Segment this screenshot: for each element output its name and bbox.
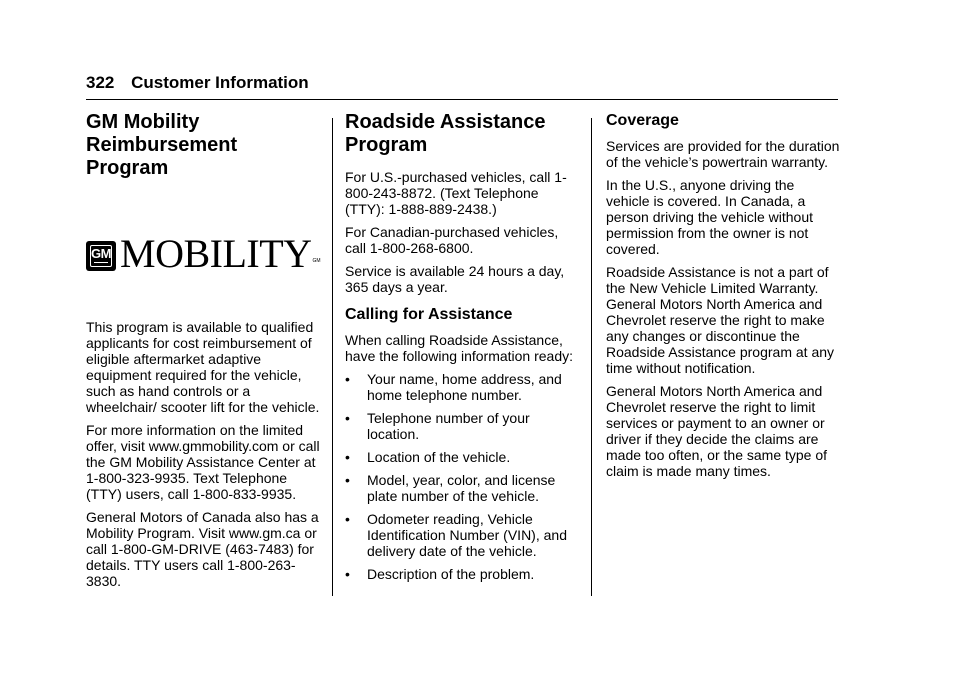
coverage-paragraph: General Motors North America and Chevrolet reserve the right to limit services or payment to an owner or driver if they decide the claims are made too often, or the same type of claim is made many times. bbox=[606, 383, 828, 479]
column-divider-2 bbox=[591, 118, 592, 596]
page-header bbox=[86, 72, 838, 94]
section-title: Customer Information bbox=[131, 73, 309, 92]
mobility-wordmark: MOBILITY bbox=[120, 231, 312, 276]
bullet-icon: • bbox=[345, 566, 350, 582]
page-number: 322 bbox=[86, 73, 115, 92]
calling-heading: Calling for Assistance bbox=[345, 306, 513, 323]
roadside-paragraph: For U.S.-purchased vehicles, call 1-800-243-8872. (Text Telephone (TTY): 1-888-889-2438.) bbox=[345, 169, 567, 217]
list-item: • Telephone number of your location. bbox=[345, 410, 530, 442]
column-divider-1 bbox=[332, 118, 333, 596]
coverage-paragraph: Services are provided for the duration of the vehicle’s powertrain warranty. bbox=[606, 138, 840, 170]
coverage-paragraph: Roadside Assistance is not a part of the New Vehicle Limited Warranty. General Motors North America and Chevrolet reserve the right to make any changes or discontinue the Roadside Assistance program at any time without notification. bbox=[606, 264, 835, 376]
info-list bbox=[345, 371, 577, 582]
calling-intro: When calling Roadside Assistance, have the following information ready: bbox=[345, 332, 574, 364]
roadside-paragraph: For Canadian-purchased vehicles, call 1-800-268-6800. bbox=[345, 224, 559, 256]
mobility-paragraph: General Motors of Canada also has a Mobility Program. Visit www.gm.ca or call 1-800-GM-DRIVE (463-7483) for details. TTY users call 1-800-263-3830. bbox=[86, 509, 319, 589]
bullet-icon: • bbox=[345, 410, 350, 426]
coverage-paragraph: In the U.S., anyone driving the vehicle is covered. In Canada, a person driving the vehicle without permission from the owner is not covered. bbox=[606, 177, 814, 257]
bullet-icon: • bbox=[345, 371, 350, 387]
column-roadside bbox=[345, 111, 577, 589]
bullet-icon: • bbox=[345, 472, 350, 488]
roadside-heading: Roadside Assistance Program bbox=[345, 111, 546, 156]
list-item: • Your name, home address, and home telephone number. bbox=[345, 371, 562, 403]
mobility-heading: GM Mobility Reimbursement Program bbox=[86, 111, 238, 179]
roadside-paragraph: Service is available 24 hours a day, 365 days a year. bbox=[345, 263, 565, 295]
gm-badge-icon: GM bbox=[86, 241, 116, 271]
bullet-icon: • bbox=[345, 511, 350, 527]
mobility-logo bbox=[86, 217, 322, 291]
column-coverage bbox=[606, 111, 840, 486]
list-item: • Location of the vehicle. bbox=[345, 449, 511, 465]
coverage-heading: Coverage bbox=[606, 112, 679, 129]
list-item: • Odometer reading, Vehicle Identification Number (VIN), and delivery date of the vehicle. bbox=[345, 511, 567, 559]
list-item: • Description of the problem. bbox=[345, 566, 535, 582]
mobility-paragraph: This program is available to qualified applicants for cost reimbursement of eligible aftermarket adaptive equipment required for the vehicle, such as hand controls or a wheelchair/ scooter lift for the vehicle. bbox=[86, 319, 320, 415]
column-mobility bbox=[86, 111, 322, 596]
mobility-paragraph: For more information on the limited offer, visit www.gmmobility.com or call the GM Mobility Assistance Center at 1-800-323-9935. Text Telephone (TTY) users, call 1-800-833-9935. bbox=[86, 422, 320, 502]
bullet-icon: • bbox=[345, 449, 350, 465]
header-rule bbox=[86, 99, 838, 100]
list-item: • Model, year, color, and license plate number of the vehicle. bbox=[345, 472, 556, 504]
trademark-mark: GM bbox=[312, 258, 321, 264]
